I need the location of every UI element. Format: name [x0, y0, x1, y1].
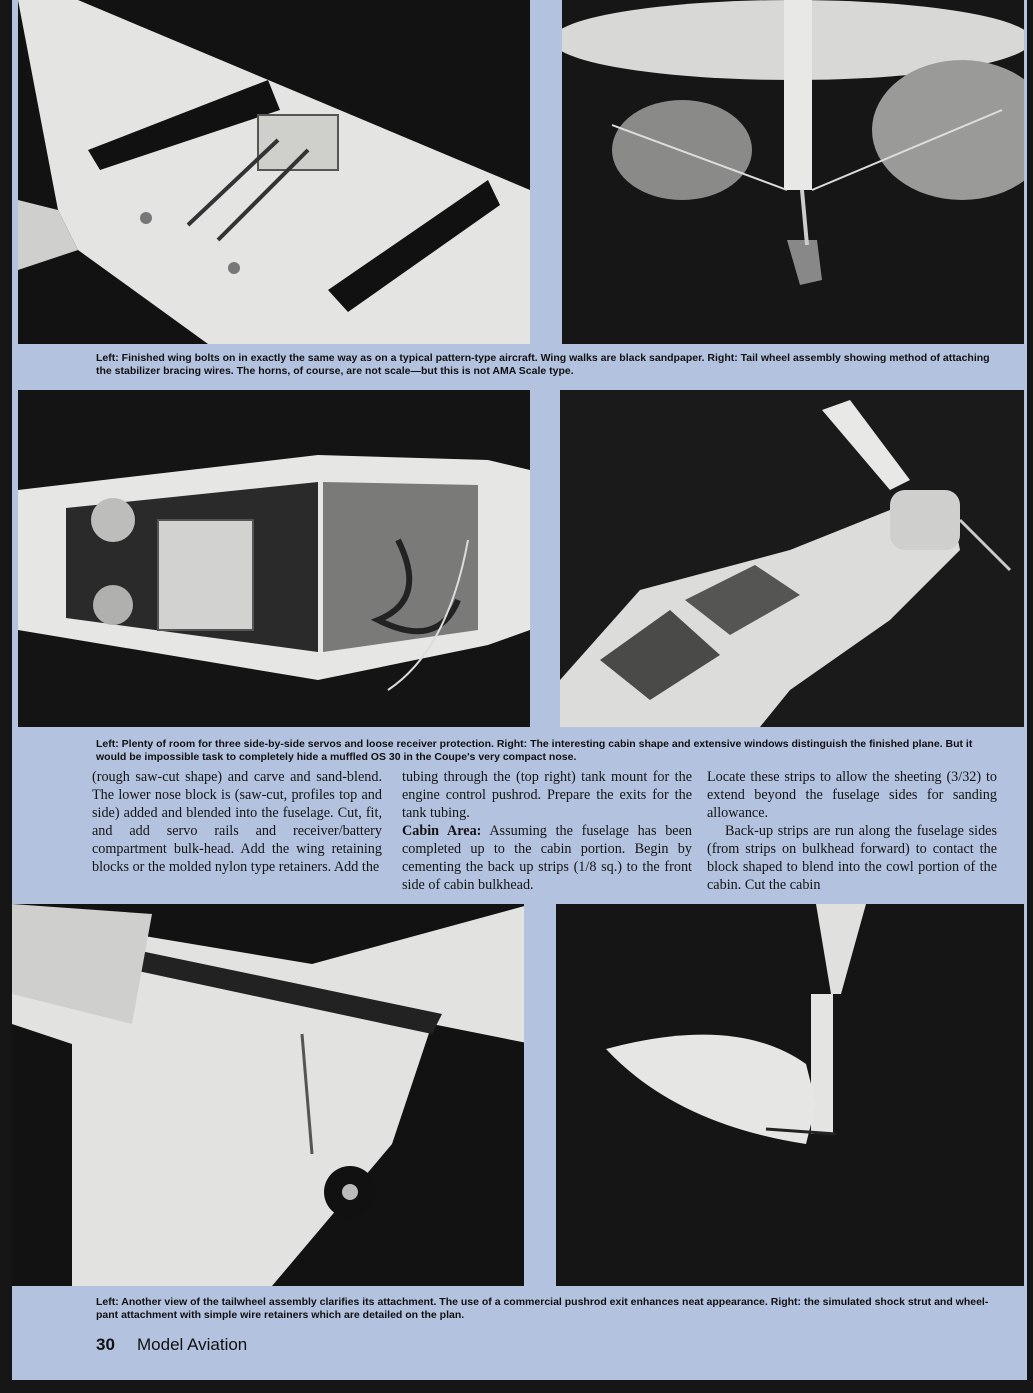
photo-cabin [560, 390, 1024, 727]
cabin-area-paragraph [402, 822, 692, 894]
body-column-1 [92, 768, 382, 896]
cabin-area-heading: Cabin Area: [402, 823, 482, 839]
body-column-2 [402, 768, 692, 896]
tail-wheel-image [562, 0, 1024, 344]
photo-shock-strut [556, 904, 1024, 1286]
caption-row3: Left: Another view of the tailwheel assembly clarifies its attachment. The use of a commercial pushrod exit enhances neat appearance. Right: the simulated shock strut and wheel-pant attachment with simple wire retainers which are detailed on the plan. [96, 1296, 989, 1321]
body-col3-p2: Back-up strips are run along the fuselage sides (from strips on bulkhead forward) to contact the block shaped to blend into the cowl portion of the cabin. Cut the cabin [707, 823, 997, 893]
body-col3-p1: Locate these strips to allow the sheeting (3/32) to extend beyond the fuselage sides for sanding allowance. [707, 769, 997, 821]
tailwheel-view-image [12, 904, 524, 1286]
photo-servo-bay [18, 390, 530, 727]
photo-tail-wheel [562, 0, 1024, 344]
magazine-name: Model Aviation [137, 1335, 248, 1354]
body-col1-text: (rough saw-cut shape) and carve and sand-blend. The lower nose block is (saw-cut, profiles top and side) added and blended into the fuselage. Cut, fit, and add servo rails and receiver/battery compartment bulk-head. Add the wing retaining blocks or the molded nylon type retainers. Add the [92, 769, 382, 875]
cabin-image [560, 390, 1024, 727]
page-number: 30 [96, 1335, 115, 1354]
caption-row1: Left: Finished wing bolts on in exactly the same way as on a typical pattern-type aircraft. Wing walks are black sandpaper. Right: Tail wheel assembly showing method of attaching the stabilizer bracing wires. The horns, of course, are not scale—but this is not AMA Scale type. [96, 352, 990, 377]
body-column-3 [707, 768, 997, 896]
servo-bay-image [18, 390, 530, 727]
cabin-area-text: Assuming the fuselage has been completed up to the cabin portion. Begin by cementing the back up strips (1/8 sq.) to the front side of cabin bulkhead. [402, 823, 692, 893]
body-col2-lead: tubing through the (top right) tank mount for the engine control pushrod. Prepare the exits for the tank tubing. [402, 769, 692, 821]
caption-row2: Left: Plenty of room for three side-by-side servos and loose receiver protection. Right: The interesting cabin shape and extensive windows distinguish the finished plane. But it would be impossible task to completely hide a muffled OS 30 in the Coupe's very compact nose. [96, 738, 973, 763]
photo-wing-bolts [18, 0, 530, 344]
wing-bolts-image [18, 0, 530, 344]
shock-strut-image [556, 904, 1024, 1286]
photo-tailwheel-view [12, 904, 524, 1286]
